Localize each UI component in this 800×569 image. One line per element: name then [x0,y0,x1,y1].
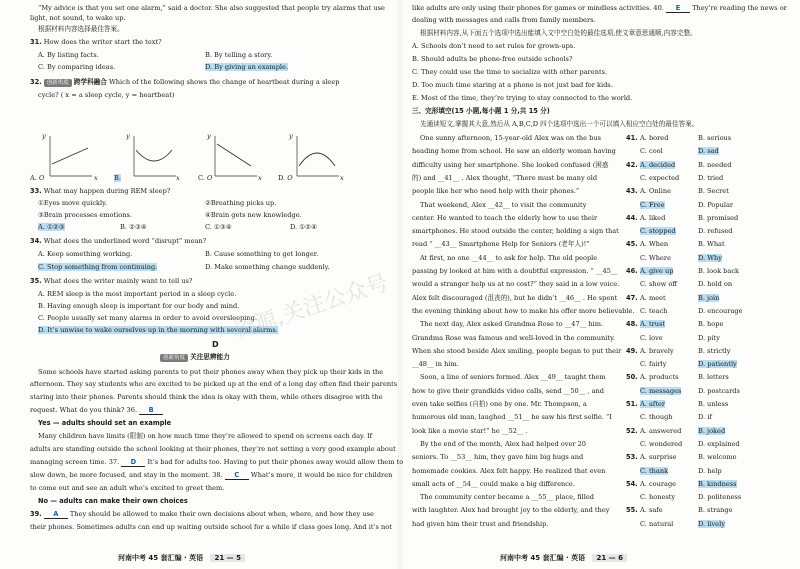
choice-42-d[interactable]: D. tried [698,173,724,182]
choice-52-a[interactable]: A. answered [640,426,682,435]
q35-option-c[interactable]: C. People usually set many alarms in order to avoid oversleeping. [38,314,257,322]
q31-option-c[interactable]: C. By comparing ideas. [38,63,116,71]
footer-right: 河南中考 45 套汇编 · 英语 21 — 6 [500,553,627,563]
graph-d-y-label: y [289,132,293,140]
choice-45-c[interactable]: C. Where [640,253,671,262]
q33-item-3: ③Brain processes emotions. [38,211,132,219]
cloze-line: how to give their grandkids video calls, send __50__ , and [412,386,605,395]
choice-number: 47. [626,293,638,302]
choice-47-a[interactable]: A. meet [640,293,666,302]
choice-41-a[interactable]: A. bored [640,134,669,142]
right-top-line-1: like adults are only using their phones for games or mindless activities. 40. E They’re reading the news or [412,4,787,12]
choice-42-c[interactable]: C. expected [640,173,680,182]
choice-43-b[interactable]: B. Secret [698,187,729,196]
choice-49-a[interactable]: A. bravely [640,346,674,355]
choice-50-b[interactable]: B. letters [698,373,729,382]
answer-40[interactable]: E [666,4,690,13]
yes-line-3: managing screen time. 37. D It’s bad for adults too. Having to put their phones away would allow them to [30,458,404,466]
no-heading: No — adults can make their own choices [38,497,188,505]
passage-line-4: request. What do you think? 36. B [30,406,163,415]
graph-c-label: C. O [198,174,213,182]
page-number-left: 21 — 5 [210,554,245,562]
cloze-line: people like her who need help with their phones.” [412,187,580,196]
section-d-tags: 创新角度 关注思辨能力 [160,353,230,362]
no-line-1: 39. A They should be allowed to make their own decisions about when, where, and how they use [30,510,374,518]
graph-d-label: D. O [278,174,293,182]
q31-option-d[interactable]: D. By giving an example. [205,63,289,71]
intro-line-3: 根据材料内容选择最佳答案。 [38,25,124,33]
answer-38[interactable]: C [225,471,249,480]
right-top-line-2: dealing with messages and calls from family members. [412,16,596,24]
choice-51-d[interactable]: D. if [698,413,712,422]
cloze-line: with laughter. Alex had brought joy to the elderly, and they [412,506,610,515]
yes-heading: Yes — adults should set an example [38,419,172,427]
yes-line-4: slow down, be more focused, and stay in the moment. 38. C What’s more, it would be nice for children [30,471,393,479]
choice-42-a[interactable]: A. decided [640,160,676,169]
q34-option-d[interactable]: D. Make something change suddenly. [205,263,330,271]
choice-number: 55. [626,506,638,515]
cloze-line: look like a movie star!” he __52__ . [412,426,528,435]
cloze-line: would a stranger help us at no cost?” they said in a low voice. [412,280,620,289]
choice-50-a[interactable]: A. products [640,373,679,382]
cloze-line: 的) and __41__ . Alex thought, “There must be many old [412,173,598,182]
choice-48-b[interactable]: B. hope [698,320,724,329]
choice-48-c[interactable]: C. love [640,333,663,342]
choice-number: 48. [626,320,638,329]
graph-a-x-label: x [94,174,98,182]
choice-52-d[interactable]: D. explained [698,439,740,448]
choice-44-b[interactable]: B. promised [698,213,739,222]
choice-49-b[interactable]: B. strictly [698,346,731,355]
cloze-line: One sunny afternoon, 15-year-old Alex was on the bus [420,134,601,142]
q35-option-b[interactable]: B. Having enough sleep is important for our body and mind. [38,302,240,310]
watermark: 资源,关注公众号 [230,270,392,345]
choice-number: 41. [626,134,638,142]
graph-b-svg [132,136,176,178]
right-top-line-3: 根据材料内容,从下面五个选项中选出能填入文中空白处的最佳选项,使文章意思通顺,内容完整。 [420,29,697,37]
choice-number: 46. [626,267,638,275]
section-3-instructions: 先通读短文,掌握其大意,然后从 A,B,C,D 四个选项中选出一个可以填入相应空白处的最佳答案。 [420,120,699,128]
choice-44-d[interactable]: D. refused [698,227,733,236]
footer-left: 河南中考 45 套汇编 · 英语 21 — 5 [118,553,245,563]
cloze-line: read “ __43__ Smartphone Help for Seniors (老年人)!” [412,240,590,249]
cloze-line: Grandma Rose was famous and well-loved in the community. [412,333,616,342]
cloze-line: the evening thinking about how to make his offer more believable. [412,306,635,315]
choice-54-c[interactable]: C. honesty [640,493,676,502]
cloze-line: had given him their trust and friendship. [412,519,549,528]
graph-c-svg [213,136,257,178]
right-page [400,0,800,569]
choice-46-c[interactable]: C. show off [640,280,677,289]
cloze-line: Soon, a line of seniors formed. Alex __49__ taught them [420,373,606,382]
choice-45-d[interactable]: D. Why [698,253,722,262]
graph-c[interactable] [213,136,257,178]
cloze-line: smartphones. He stood outside the center, holding a sign that [412,227,619,236]
choice-53-b[interactable]: B. welcome [698,453,737,462]
choice-46-b[interactable]: B. look back [698,267,740,275]
choice-51-a[interactable]: A. after [640,400,666,408]
choice-52-c[interactable]: C. wondered [640,439,683,448]
choice-number: 52. [626,426,638,435]
q35-stem: 35. What does the writer mainly want to tell us? [30,277,193,285]
yes-line-2: adults are standing outside the school looking at their phones, they’re not setting a very good example about [30,445,396,453]
choice-43-c[interactable]: C. Free [640,200,665,209]
innovation-tag: 创新角度 [44,79,72,87]
answer-37[interactable]: D [121,458,145,467]
cloze-line: By the end of the month, Alex had helped over 20 [420,439,586,448]
cloze-line: Alex felt discouraged (沮丧的), but he didn’t __46__ . He spent [412,293,618,302]
choice-54-a[interactable]: A. courage [640,479,677,488]
q33-item-4: ④Brain gets new knowledge. [205,211,302,219]
choice-49-c[interactable]: C. fairly [640,360,667,369]
graph-b[interactable] [132,136,176,178]
graph-b-curve [136,150,172,161]
cloze-line: heading home from school. He saw an elderly woman having [412,147,616,156]
option-b: B. Should adults be phone-free outside schools? [412,55,573,63]
graph-d-svg [295,136,339,178]
cloze-line: small acts of __54__ could make a big difference. [412,479,575,488]
choice-53-c[interactable]: C. thank [640,466,669,475]
q33-item-2: ②Breathing picks up. [205,199,277,207]
q31-stem: 31. How does the writer start the text? [30,38,162,46]
choice-46-a[interactable]: A. give up [640,267,674,275]
section-3-heading: 三、完形填空(15 小题,每小题 1 分,共 15 分) [412,107,550,115]
choice-51-c[interactable]: C. though [640,413,673,422]
q33-option-d[interactable]: D. ①②④ [290,223,317,231]
q34-option-a[interactable]: A. Keep something working. [38,250,133,258]
cloze-line: difficulty using her smartphone. She looked confused (困惑 [412,160,609,169]
choice-54-d[interactable]: D. politeness [698,493,742,502]
option-a: A. Schools don’t need to set rules for grown-ups. [412,42,576,50]
choice-55-d[interactable]: D. lively [698,519,725,528]
cloze-line: humorous old man, laughed __51__ he saw his first selfie. “I [412,413,612,422]
cloze-line: When she stood beside Alex smiling, people began to put their [412,346,622,355]
choice-47-d[interactable]: D. encourage [698,306,743,315]
graph-a-svg [48,136,92,178]
q32-stem-2: cycle? ( x = a sleep cycle, y = heartbeat) [38,91,175,99]
graph-b-y-label: y [126,132,130,140]
q33-option-b[interactable]: B. ②③④ [120,223,147,231]
choice-41-b[interactable]: B. serious [698,134,732,142]
cloze-line: At first, no one __44__ to ask for help. The old people [420,253,598,262]
q35-option-a[interactable]: A. REM sleep is the most important period in a sleep cycle. [38,290,237,298]
choice-55-b[interactable]: B. strange [698,506,733,515]
passage-line-1: Some schools have started asking parents to put their phones away when they pick up their kids in the [38,368,384,376]
graph-c-x-label: x [258,174,262,182]
q33-item-1: ①Eyes move quickly. [38,199,108,207]
no-line-2: their phones. Sometimes adults can end up waiting outside school for a while if class goes long. And it’s not [30,523,392,531]
answer-39[interactable]: A [44,510,68,519]
choice-47-c[interactable]: C. teach [640,306,668,315]
yes-line-1: Many children have limits (限制) on how much time they’re allowed to spend on screens each day. If [38,432,373,440]
q35-option-d[interactable]: D. It’s unwise to wake ourselves up in the morning with several alarms. [38,326,278,334]
choice-number: 53. [626,453,638,462]
q31-option-b[interactable]: B. By telling a story. [205,51,273,59]
choice-number: 49. [626,346,638,355]
intro-line-2: light, not sound, to wake up. [30,14,126,22]
q33-option-c[interactable]: C. ①③④ [205,223,232,231]
cloze-line: passing by looked at him with a doubtful expression. “ __45__ [412,267,618,275]
choice-41-c[interactable]: C. cool [640,147,663,156]
choice-54-b[interactable]: B. kindness [698,479,737,488]
q32-stem: 32. 创新角度 跨学科融合 Which of the following shows the change of heartbeat during a sleep [30,78,340,86]
choice-42-b[interactable]: B. needed [698,160,732,169]
graph-a-curve [52,148,88,164]
choice-48-a[interactable]: A. trust [640,320,666,329]
choice-43-d[interactable]: D. Popular [698,200,734,209]
choice-number: 44. [626,213,638,222]
graph-d-x-label: x [340,174,344,182]
yes-line-5: to come out and see an adult who’s excited to greet them. [30,484,225,492]
graph-a-y-label: y [42,132,46,140]
choice-number: 51. [626,400,638,408]
cloze-line: __48__ in him. [412,360,459,369]
choice-51-b[interactable]: B. unless [698,400,729,408]
graph-c-y-label: y [207,132,211,140]
graph-d[interactable] [295,136,339,178]
q34-stem: 34. What does the underlined word “disrupt” mean? [30,237,207,245]
option-e: E. Most of the time, they’re trying to stay connected to the world. [412,94,633,102]
q34-option-b[interactable]: B. Cause something to get longer. [205,250,319,258]
choice-number: 43. [626,187,638,196]
passage-line-2: afternoon. They say students who are excited to be picked up at the end of a long day often find their parents [30,380,398,388]
passage-line-3: staring into their phones. Parents should think the idea is okay with them, while others disagree with the [30,393,383,401]
choice-55-a[interactable]: A. safe [640,506,663,515]
choice-50-d[interactable]: D. postcards [698,386,740,395]
graph-d-curve [299,153,335,166]
choice-44-c[interactable]: C. stopped [640,227,676,236]
choice-49-d[interactable]: D. patiently [698,360,737,369]
q33-option-a[interactable]: A. ①②③ [38,223,65,231]
choice-45-b[interactable]: B. What [698,240,725,249]
option-d: D. Too much time staring at a phone is not just bad for kids. [412,81,613,89]
cloze-line: The community center became a __55__ place, filled [420,493,595,502]
cloze-line: center. He wanted to teach the elderly how to use their [412,213,598,222]
cloze-line: homemade cookies. Alex felt happy. He realized that even [412,466,606,475]
cloze-line: seniors. To __53__ him, they gave him big hugs and [412,453,584,462]
section-d-heading: D [212,340,219,349]
choice-48-d[interactable]: D. pity [698,333,720,342]
q33-stem: 33. What may happen during REM sleep? [30,187,171,195]
graph-b-label: B. [114,174,121,182]
graph-a[interactable] [48,136,92,178]
graph-b-x-label: x [176,174,180,182]
graph-c-curve [217,144,251,166]
option-c: C. They could use the time to socialize with other parents. [412,68,608,76]
q34-option-c[interactable]: C. Stop something from continuing. [38,263,158,271]
choice-55-c[interactable]: C. natural [640,519,674,528]
choice-50-c[interactable]: C. messages [640,386,682,395]
choice-53-a[interactable]: A. surprise [640,453,677,462]
cloze-line: even take selfies (自拍) one by one. Mr. Thompson, a [412,400,587,408]
q31-option-a[interactable]: A. By listing facts. [38,51,99,59]
answer-36[interactable]: B [139,406,163,415]
choice-number: 54. [626,479,638,488]
intro-line-1: “My advice is that you set one alarm,” said a doctor. She also suggested that people try alarms that use [38,4,385,12]
page-number-right: 21 — 6 [592,554,627,562]
choice-43-a[interactable]: A. Online [640,187,671,196]
choice-53-d[interactable]: D. help [698,466,722,475]
choice-41-d[interactable]: D. sad [698,147,719,156]
choice-45-a[interactable]: A. When [640,240,669,249]
choice-52-b[interactable]: B. joked [698,426,726,435]
cloze-line: That weekend, Alex __42__ to visit the community [420,200,587,209]
choice-46-d[interactable]: D. hold on [698,280,733,289]
graph-a-label: A. O [30,174,45,182]
cloze-line: The next day, Alex asked Grandma Rose to __47__ him. [420,320,604,329]
choice-number: 42. [626,160,638,169]
choice-47-b[interactable]: B. join [698,293,720,302]
choice-number: 45. [626,240,638,249]
choice-number: 50. [626,373,638,382]
choice-44-a[interactable]: A. liked [640,213,666,222]
